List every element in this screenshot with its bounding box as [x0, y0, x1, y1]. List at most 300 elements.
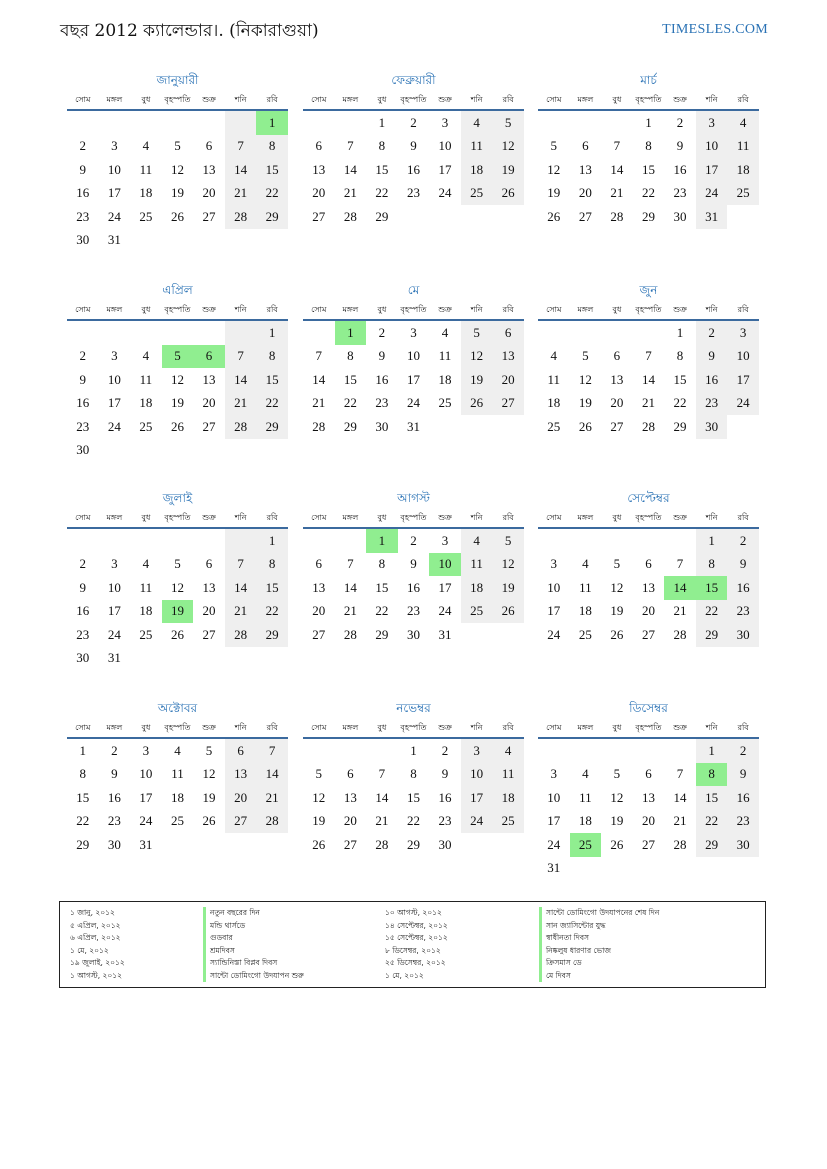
weekday-label: বুধ — [141, 305, 151, 314]
weekday-label: মঙ্গল — [106, 513, 123, 522]
day-cell: 27 — [578, 208, 592, 224]
day-cell: 9 — [676, 138, 684, 154]
day-cell: 21 — [641, 395, 655, 411]
day-cell: 19 — [610, 813, 624, 829]
weekday-label: রবি — [266, 723, 278, 732]
day-cell: 22 — [256, 392, 288, 416]
day-cell: 25 — [578, 626, 592, 642]
day-cell: 26 — [202, 813, 216, 829]
day-cell: 26 — [492, 182, 524, 206]
day-cell: 3 — [111, 348, 118, 364]
weekday-label: বৃহস্পতি — [400, 95, 427, 104]
day-cell: 7 — [347, 138, 354, 154]
day-cell: 18 — [578, 603, 592, 619]
day-cell: 9 — [696, 345, 728, 369]
weekday-label: শনি — [705, 95, 718, 104]
weekday-label: বুধ — [377, 513, 387, 522]
day-cell: 27 — [202, 208, 216, 224]
weekday-label: রবি — [737, 723, 749, 732]
day-cell: 13 — [343, 789, 357, 805]
day-cell: 1 — [256, 321, 288, 345]
site-link[interactable]: TIMESLES.COM — [662, 22, 768, 37]
day-cell: 13 — [312, 579, 326, 595]
day-cell: 26 — [312, 836, 326, 852]
day-cell: 31 — [406, 418, 420, 434]
day-cell: 12 — [461, 345, 493, 369]
day-cell: 10 — [406, 348, 420, 364]
day-cell: 3 — [142, 742, 150, 758]
weekday-label: শুক্র — [673, 723, 687, 732]
day-cell: 7 — [645, 348, 652, 364]
day-cell: 26 — [461, 392, 493, 416]
empty-day-cell — [633, 529, 665, 553]
day-cell: 1 — [676, 324, 684, 340]
day-cell: 30 — [76, 232, 90, 248]
day-cell: 8 — [410, 766, 417, 782]
weekday-label: শনি — [705, 723, 718, 732]
month-name: জুলাই — [162, 491, 193, 505]
day-cell: 11 — [492, 763, 524, 787]
day-cell: 14 — [610, 161, 624, 177]
day-cell: 25 — [492, 810, 524, 834]
day-cell: 24 — [461, 810, 493, 834]
weekday-header — [538, 721, 759, 739]
weekday-label: সোম — [546, 723, 562, 732]
day-cell: 18 — [492, 786, 524, 810]
day-cell: 13 — [312, 161, 326, 177]
day-cell: 27 — [641, 836, 655, 852]
month-calendar — [67, 281, 288, 462]
day-cell: 22 — [375, 185, 389, 201]
day-cell: 23 — [406, 185, 420, 201]
weekday-label: মঙ্গল — [577, 513, 594, 522]
legend-holiday-name: স্বাধীনতা দিবস — [539, 932, 659, 945]
day-cell: 21 — [256, 786, 288, 810]
day-cell: 25 — [139, 626, 153, 642]
day-cell: 13 — [202, 579, 216, 595]
day-cell: 4 — [727, 111, 759, 135]
day-cell: 22 — [641, 185, 655, 201]
day-cell: 12 — [492, 553, 524, 577]
day-cell: 20 — [610, 395, 624, 411]
day-cell: 6 — [315, 556, 323, 572]
empty-day-cell — [130, 111, 162, 135]
day-cell: 15 — [76, 789, 90, 805]
day-cell: 18 — [139, 395, 153, 411]
weekday-label: মঙ্গল — [342, 305, 359, 314]
day-cell: 28 — [225, 623, 257, 647]
day-cell: 27 — [225, 810, 257, 834]
weekday-label: সোম — [75, 513, 91, 522]
legend-date: ৬ এপ্রিল, ২০১২ — [70, 933, 121, 942]
day-cell: 15 — [375, 579, 389, 595]
day-cell: 14 — [256, 763, 288, 787]
day-cell: 29 — [673, 418, 687, 434]
day-cell: 30 — [673, 208, 687, 224]
day-cell: 2 — [410, 114, 417, 130]
day-cell: 29 — [375, 626, 389, 642]
day-cell: 6 — [225, 739, 257, 763]
empty-day-cell — [633, 321, 665, 345]
day-cell: 13 — [202, 161, 216, 177]
day-cell: 15 — [256, 368, 288, 392]
day-cell: 8 — [79, 766, 87, 782]
day-cell: 3 — [111, 556, 118, 572]
day-cell: 14 — [343, 579, 357, 595]
day-cell: 27 — [202, 626, 216, 642]
weekday-label: শনি — [470, 513, 483, 522]
holiday-day-cell: 5 — [162, 345, 194, 369]
day-cell: 8 — [378, 138, 386, 154]
day-cell: 16 — [727, 786, 759, 810]
day-cell: 7 — [613, 138, 621, 154]
empty-day-cell — [225, 529, 257, 553]
day-cell: 31 — [696, 205, 728, 229]
weekday-label: মঙ্গল — [106, 723, 123, 732]
day-cell: 28 — [343, 208, 357, 224]
day-cell: 26 — [492, 600, 524, 624]
day-cell: 27 — [610, 418, 624, 434]
page-title: বছর 2012 ক্যালেন্ডার।. (নিকারাগুয়া) — [60, 21, 319, 41]
day-cell: 8 — [256, 345, 288, 369]
day-cell: 29 — [256, 623, 288, 647]
day-cell: 31 — [107, 232, 121, 248]
day-cell: 26 — [170, 626, 184, 642]
empty-day-cell — [366, 739, 398, 763]
day-grid — [538, 111, 759, 229]
day-cell: 2 — [111, 742, 118, 758]
day-cell: 15 — [256, 158, 288, 182]
day-cell: 8 — [645, 138, 652, 154]
legend-holiday-name: সান্টো ডোমিংগো উদযাপনের শেষ দিন — [539, 907, 659, 920]
day-cell: 19 — [170, 185, 184, 201]
empty-day-cell — [664, 529, 696, 553]
day-cell: 1 — [410, 742, 417, 758]
weekday-label: শুক্র — [438, 723, 452, 732]
weekday-label: শুক্র — [438, 513, 452, 522]
day-cell: 18 — [547, 395, 561, 411]
day-cell: 6 — [582, 138, 589, 154]
month-name: নভেম্বর — [396, 701, 431, 715]
day-cell: 4 — [142, 348, 150, 364]
day-cell: 4 — [174, 742, 181, 758]
day-cell: 4 — [142, 138, 150, 154]
day-cell: 11 — [579, 789, 592, 805]
empty-day-cell — [538, 111, 570, 135]
day-cell: 21 — [225, 600, 257, 624]
day-cell: 5 — [492, 111, 524, 135]
weekday-label: শনি — [234, 723, 247, 732]
day-cell: 7 — [256, 739, 288, 763]
month-calendar — [538, 71, 759, 229]
day-cell: 5 — [613, 556, 621, 572]
day-cell: 4 — [582, 766, 589, 782]
empty-day-cell — [601, 111, 633, 135]
weekday-header — [538, 303, 759, 321]
day-cell: 21 — [610, 185, 624, 201]
day-cell: 14 — [225, 576, 257, 600]
day-cell: 1 — [79, 742, 87, 758]
day-cell: 6 — [205, 138, 213, 154]
day-cell: 13 — [641, 789, 655, 805]
weekday-label: বৃহস্পতি — [400, 305, 427, 314]
empty-day-cell — [601, 529, 633, 553]
weekday-header — [303, 721, 524, 739]
day-cell: 7 — [225, 345, 257, 369]
weekday-label: বুধ — [141, 513, 151, 522]
day-cell: 30 — [406, 626, 420, 642]
day-cell: 7 — [347, 556, 354, 572]
day-cell: 2 — [79, 138, 87, 154]
month-name: ফেব্রুয়ারী — [391, 73, 436, 87]
day-cell: 1 — [696, 739, 728, 763]
day-cell: 3 — [441, 532, 449, 548]
day-cell: 17 — [438, 579, 452, 595]
day-cell: 4 — [550, 348, 558, 364]
day-cell: 29 — [256, 205, 288, 229]
day-cell: 15 — [673, 371, 687, 387]
legend-date: ১৪ সেপ্টেম্বর, ২০১২ — [385, 920, 448, 930]
day-cell: 29 — [641, 208, 655, 224]
day-cell: 14 — [343, 161, 357, 177]
day-cell: 16 — [107, 789, 121, 805]
day-cell: 2 — [410, 532, 417, 548]
day-cell: 28 — [673, 626, 687, 642]
day-cell: 19 — [202, 789, 216, 805]
day-grid — [303, 739, 524, 857]
day-cell: 24 — [139, 813, 153, 829]
empty-day-cell — [162, 529, 194, 553]
day-cell: 12 — [170, 579, 184, 595]
day-cell: 7 — [378, 766, 386, 782]
weekday-label: রবি — [266, 513, 278, 522]
day-cell: 28 — [225, 415, 257, 439]
day-cell: 15 — [375, 161, 389, 177]
day-cell: 30 — [727, 623, 759, 647]
day-cell: 4 — [582, 556, 589, 572]
day-cell: 22 — [673, 395, 687, 411]
holiday-day-cell: 1 — [335, 321, 367, 345]
day-cell: 11 — [139, 371, 153, 387]
day-cell: 30 — [375, 418, 389, 434]
day-cell: 12 — [170, 371, 184, 387]
day-cell: 16 — [696, 368, 728, 392]
day-cell: 16 — [406, 579, 420, 595]
day-cell: 1 — [378, 114, 386, 130]
day-cell: 12 — [610, 579, 624, 595]
day-cell: 16 — [406, 161, 420, 177]
day-cell: 5 — [613, 766, 621, 782]
day-cell: 9 — [378, 348, 386, 364]
legend-names-col-1 — [203, 907, 304, 982]
day-cell: 13 — [641, 579, 655, 595]
weekday-label: বৃহস্পতি — [164, 95, 191, 104]
empty-day-cell — [570, 111, 602, 135]
day-cell: 23 — [438, 813, 452, 829]
weekday-label: সোম — [75, 305, 91, 314]
day-cell: 20 — [202, 395, 216, 411]
month-calendar — [67, 71, 288, 252]
weekday-label: বুধ — [141, 723, 151, 732]
day-cell: 10 — [107, 161, 121, 177]
empty-day-cell — [601, 739, 633, 763]
weekday-label: শনি — [470, 305, 483, 314]
day-cell: 13 — [578, 161, 592, 177]
empty-day-cell — [67, 111, 99, 135]
day-cell: 5 — [205, 742, 213, 758]
legend-holiday-name: শ্রমদিবস — [203, 945, 304, 958]
day-cell: 27 — [641, 626, 655, 642]
day-cell: 23 — [673, 185, 687, 201]
weekday-label: মঙ্গল — [342, 513, 359, 522]
legend-holiday-name: সান জ্যাসিন্টোর যুদ্ধ — [539, 920, 659, 933]
day-cell: 27 — [312, 626, 326, 642]
day-cell: 14 — [312, 371, 326, 387]
day-cell: 24 — [438, 603, 452, 619]
day-cell: 17 — [547, 813, 561, 829]
legend-dates-col-1 — [70, 907, 125, 982]
weekday-label: সোম — [311, 723, 327, 732]
holiday-day-cell: 6 — [193, 345, 225, 369]
day-cell: 28 — [225, 205, 257, 229]
day-cell: 16 — [76, 395, 90, 411]
month-calendar — [303, 489, 524, 647]
weekday-label: রবি — [266, 305, 278, 314]
weekday-label: মঙ্গল — [342, 95, 359, 104]
day-cell: 8 — [347, 348, 354, 364]
day-cell: 31 — [547, 860, 561, 876]
day-cell: 13 — [492, 345, 524, 369]
legend-dates-col-2 — [385, 907, 448, 982]
day-cell: 20 — [225, 786, 257, 810]
day-cell: 5 — [492, 529, 524, 553]
day-cell: 6 — [347, 766, 354, 782]
day-cell: 25 — [170, 813, 184, 829]
empty-day-cell — [538, 529, 570, 553]
day-cell: 10 — [727, 345, 759, 369]
weekday-header — [67, 511, 288, 529]
holiday-day-cell: 1 — [366, 529, 398, 553]
day-cell: 25 — [727, 182, 759, 206]
day-cell: 12 — [492, 135, 524, 159]
day-cell: 11 — [547, 371, 561, 387]
weekday-header — [303, 511, 524, 529]
day-cell: 21 — [343, 185, 357, 201]
weekday-label: রবি — [502, 513, 514, 522]
day-cell: 24 — [547, 626, 561, 642]
day-grid — [67, 321, 288, 462]
day-cell: 2 — [676, 114, 684, 130]
weekday-label: বৃহস্পতি — [635, 95, 662, 104]
day-cell: 29 — [696, 623, 728, 647]
day-grid — [303, 529, 524, 647]
day-cell: 25 — [438, 395, 452, 411]
weekday-label: শুক্র — [673, 95, 687, 104]
day-cell: 3 — [111, 138, 118, 154]
day-cell: 23 — [727, 810, 759, 834]
empty-day-cell — [538, 321, 570, 345]
day-cell: 20 — [578, 185, 592, 201]
month-calendar — [538, 281, 759, 439]
day-cell: 12 — [202, 766, 216, 782]
day-cell: 30 — [438, 836, 452, 852]
day-cell: 18 — [461, 158, 493, 182]
legend-holiday-name: গুডবার — [203, 932, 304, 945]
day-cell: 4 — [441, 324, 449, 340]
legend-holiday-name: নিষ্কলুষ ধারণার ভোজ — [539, 945, 659, 958]
month-calendar — [303, 71, 524, 229]
weekday-label: সোম — [311, 305, 327, 314]
weekday-label: সোম — [546, 513, 562, 522]
weekday-label: বৃহস্পতি — [635, 723, 662, 732]
weekday-label: শুক্র — [438, 95, 452, 104]
day-cell: 8 — [378, 556, 386, 572]
day-cell: 15 — [641, 161, 655, 177]
day-cell: 9 — [727, 763, 759, 787]
day-cell: 9 — [441, 766, 449, 782]
day-cell: 17 — [438, 161, 452, 177]
day-cell: 10 — [547, 789, 561, 805]
month-calendar — [538, 699, 759, 880]
month-name: জুন — [639, 283, 658, 297]
weekday-label: সোম — [311, 95, 327, 104]
day-cell: 24 — [107, 208, 121, 224]
weekday-label: শুক্র — [202, 305, 216, 314]
day-cell: 28 — [610, 208, 624, 224]
weekday-label: বৃহস্পতি — [635, 305, 662, 314]
day-cell: 4 — [142, 556, 150, 572]
day-cell: 24 — [727, 392, 759, 416]
day-cell: 26 — [610, 836, 624, 852]
weekday-label: বৃহস্পতি — [164, 513, 191, 522]
day-cell: 25 — [461, 182, 493, 206]
month-name: সেপ্টেম্বর — [627, 491, 670, 505]
day-cell: 28 — [673, 836, 687, 852]
day-cell: 19 — [547, 185, 561, 201]
day-cell: 20 — [343, 813, 357, 829]
day-cell: 10 — [461, 763, 493, 787]
day-cell: 2 — [79, 556, 87, 572]
weekday-label: মঙ্গল — [106, 95, 123, 104]
day-cell: 17 — [461, 786, 493, 810]
empty-day-cell — [162, 321, 194, 345]
day-cell: 9 — [410, 556, 417, 572]
page-header — [60, 18, 768, 46]
legend-date: ১ আগস্ট, ২০১২ — [70, 970, 122, 980]
day-cell: 31 — [438, 626, 452, 642]
day-cell: 22 — [343, 395, 357, 411]
day-cell: 30 — [76, 442, 90, 458]
empty-day-cell — [303, 321, 335, 345]
weekday-label: বুধ — [141, 95, 151, 104]
holiday-day-cell: 10 — [429, 553, 461, 577]
day-grid — [67, 111, 288, 252]
weekday-label: শনি — [470, 723, 483, 732]
day-cell: 6 — [492, 321, 524, 345]
day-cell: 4 — [461, 529, 493, 553]
weekday-label: শনি — [234, 513, 247, 522]
day-cell: 17 — [107, 185, 121, 201]
day-cell: 23 — [375, 395, 389, 411]
day-cell: 15 — [256, 576, 288, 600]
day-cell: 22 — [406, 813, 420, 829]
day-cell: 11 — [438, 348, 452, 364]
day-cell: 7 — [225, 135, 257, 159]
month-name: ডিসেম্বর — [629, 701, 668, 715]
day-cell: 20 — [641, 603, 655, 619]
day-cell: 11 — [139, 579, 153, 595]
empty-day-cell — [193, 529, 225, 553]
